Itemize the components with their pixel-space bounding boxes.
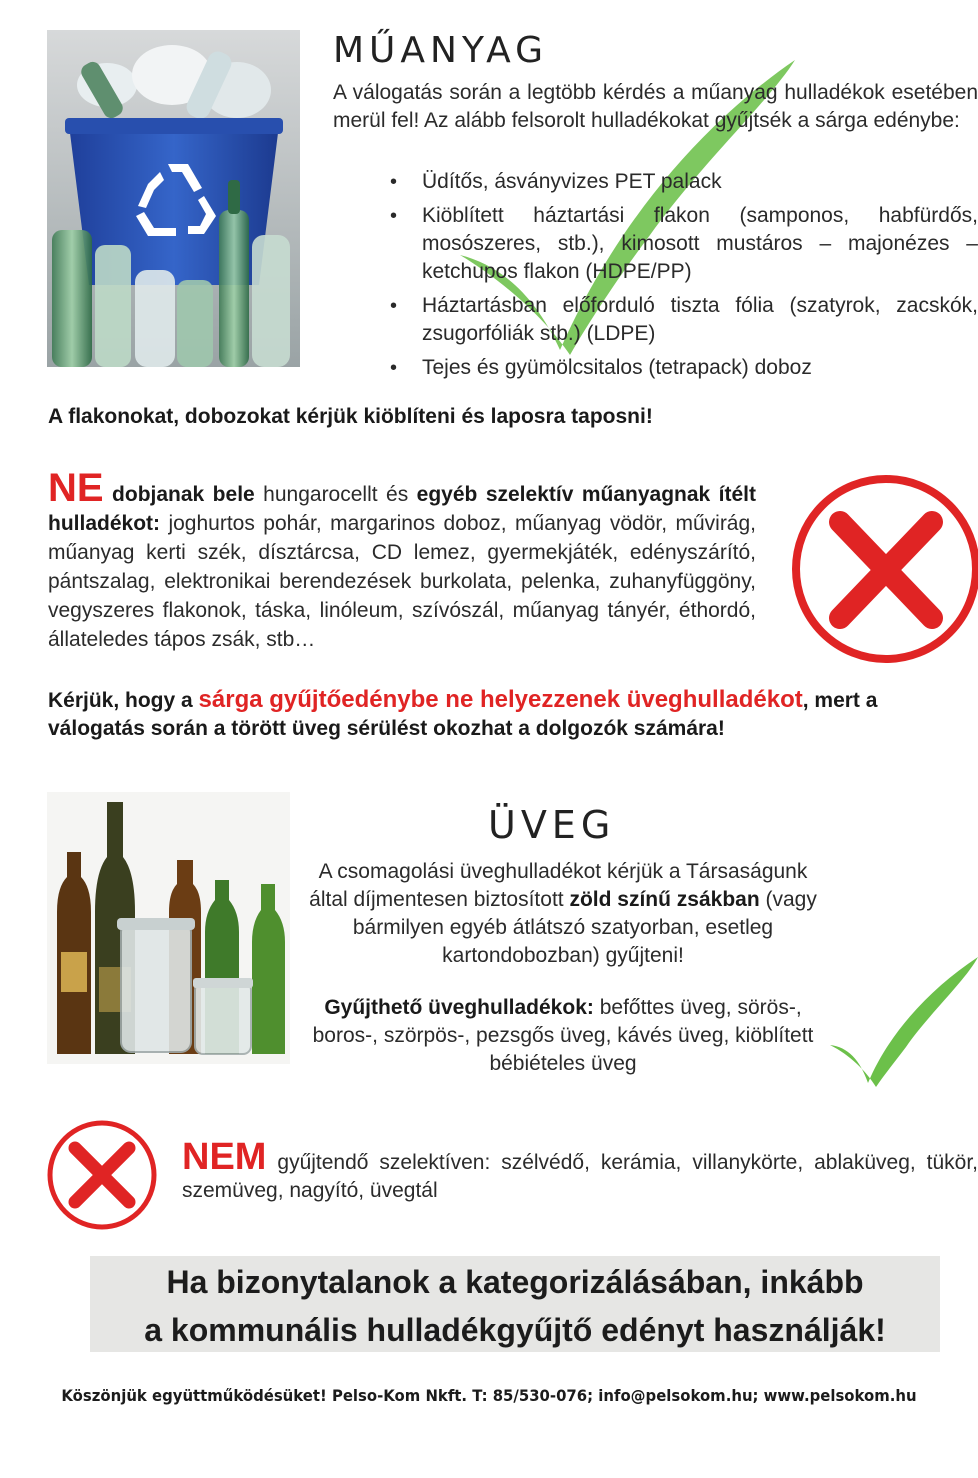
- check-icon: [828, 955, 978, 1090]
- list-item: • Kiöblített háztartási flakon (samponos, habfürdős, mosószeres, stb.), kimosott mustáros – majonézes – ketchupos flakon (HDPE/PP): [388, 202, 978, 286]
- warning-post: , mert a válogatás során a törött üveg sérülést okozhat a dolgozók számára!: [48, 689, 878, 740]
- ne-label: NE: [48, 466, 104, 510]
- nem-label: NEM: [182, 1136, 267, 1178]
- banner-line-2: a kommunális hulladékgyűjtő edényt használják!: [144, 1312, 886, 1348]
- glass-not-accepted: [182, 1136, 978, 1205]
- glass-warning: [48, 686, 978, 743]
- glass-accepted-label: Gyűjthető üveghulladékok:: [324, 996, 594, 1019]
- plastic-recycling-photo: [47, 30, 300, 367]
- glass-instructions: [298, 858, 828, 970]
- ne-bold-a: dobjanak bele: [112, 483, 255, 506]
- warning-pre: Kérjük, hogy a: [48, 689, 199, 712]
- banner-line-1: Ha bizonytalanok a kategorizálásában, inkább: [166, 1264, 864, 1300]
- ne-text-a: hungarocellt és: [254, 483, 417, 506]
- ne-bold-b: egyéb szelektív műanyagnak ítélt hulladékot:: [48, 483, 756, 535]
- cross-icon: [45, 1118, 160, 1233]
- advice-banner: [90, 1256, 940, 1352]
- warning-highlight: sárga gyűjtőedénybe ne helyezzenek üveghulladékot: [198, 686, 803, 713]
- glass-title: ÜVEG: [488, 803, 616, 847]
- list-item: • Tejes és gyümölcsitalos (tetrapack) doboz: [388, 354, 978, 382]
- plastic-title: MŰANYAG: [333, 30, 549, 71]
- list-item: • Háztartásban előforduló tiszta fólia (szatyrok, zacskók, zsugorfóliák stb.) (LDPE): [388, 292, 978, 348]
- glass-bottles-photo: [47, 792, 290, 1064]
- ne-text-b: joghurtos pohár, margarinos doboz, műanyag vödör, művirág, műanyag kerti szék, dísztárcsa, CD lemez, gyermekjáték, edényszárító, pántszalag, elektronikai berendezések burkolata, pelenka, zuhanyfüggöny, vegyszeres flakonok, táska, linóleum, szívószál, műanyag tányér, éthordó, állateledes tápos zsák, stb…: [48, 512, 756, 651]
- green-bag-text: zöld színű zsákban: [569, 888, 760, 911]
- glass-p1-b: (vagy bármilyen egyéb átlátszó szatyorban, esetleg kartondobozban) gyűjteni!: [352, 888, 817, 967]
- cross-icon: [788, 470, 978, 670]
- plastic-intro: A válogatás során a legtöbb kérdés a műanyag hulladékok esetében merül fel! Az alább felsorolt hulladékokat gyűjtsék a sárga edénybe:: [333, 81, 978, 132]
- contact-line: Köszönjük együttműködésüket! Pelso-Kom Nkft. T: 85/530-076; info@pelsokom.hu; www.pelsokom.hu: [61, 1386, 917, 1405]
- glass-accepted-list: befőttes üveg, sörös-, boros-, szörpös-, pezsgős üveg, kávés üveg, kiöblített bébiételes üveg: [312, 996, 814, 1075]
- glass-p1-a: A csomagolási üveghulladékot kérjük a Társaságunk által díjmentesen biztosított: [309, 860, 808, 911]
- rinse-note: A flakonokat, dobozokat kérjük kiöblíteni és laposra taposni!: [48, 405, 653, 428]
- plastic-accepted-list: [388, 168, 978, 388]
- nem-text: gyűjtendő szelektíven: szélvédő, kerámia, villanykörte, ablaküveg, tükör, szemüveg, nagyító, üvegtál: [182, 1151, 978, 1202]
- plastic-not-accepted: [48, 466, 756, 654]
- glass-accepted: [298, 994, 828, 1078]
- list-item: • Üdítős, ásványvizes PET palack: [388, 168, 978, 196]
